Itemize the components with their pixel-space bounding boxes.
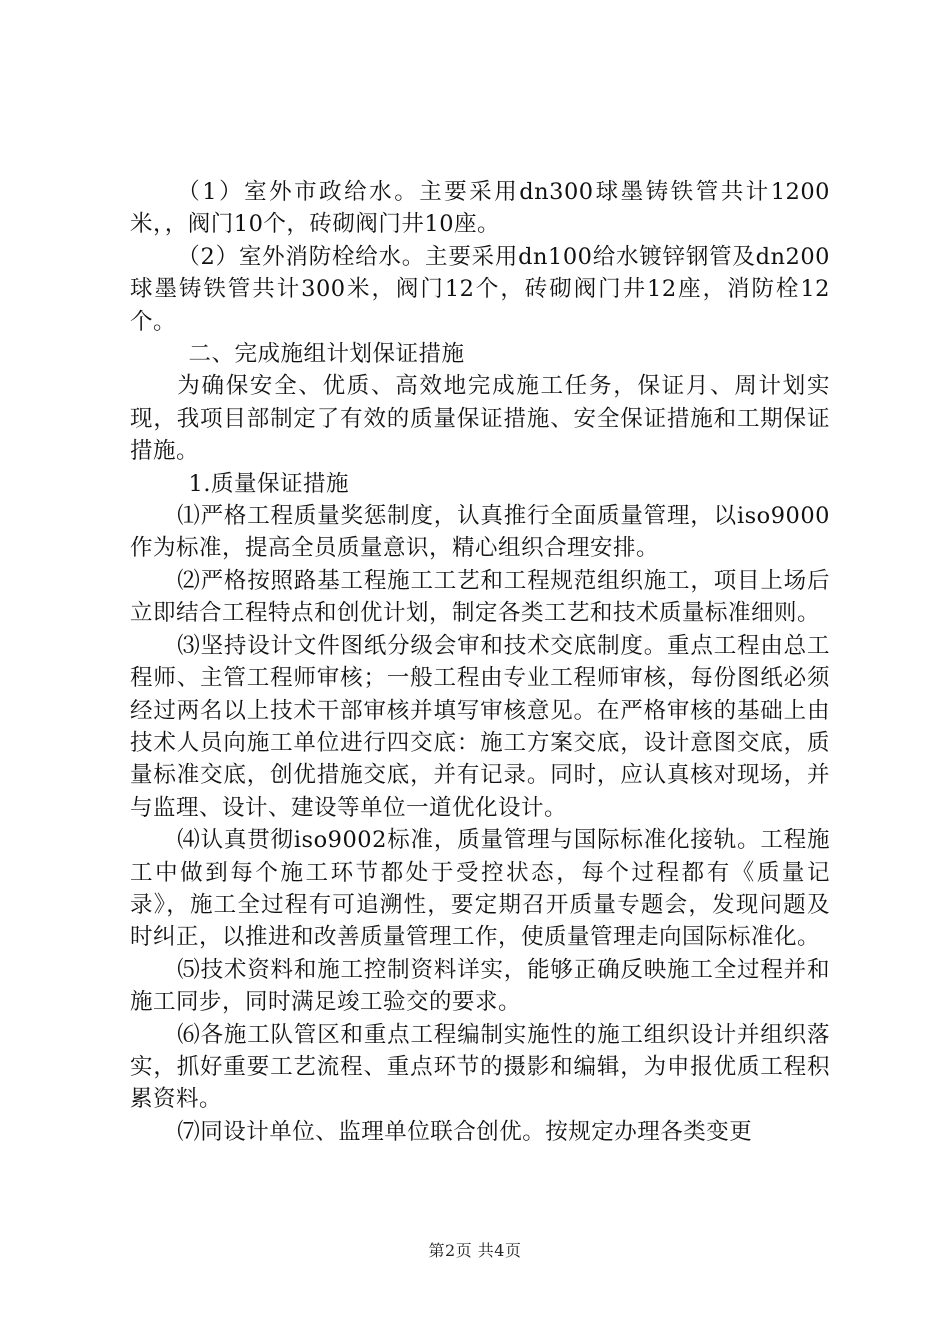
page-number-footer: 第2页 共4页	[428, 1241, 522, 1260]
paragraph-fire-hydrant-water: （2）室外消防栓给水。主要采用dn100给水镀锌钢管及dn200球墨铸铁管共计300米，阀门12个，砖砌阀门井12座，消防栓12个。	[130, 243, 830, 335]
subsection-heading: 1.质量保证措施	[188, 470, 349, 497]
paragraph-item-6: ⑹各施工队管区和重点工程编制实施性的施工组织设计并组织落实，抓好重要工艺流程、重点环节的摄影和编辑，为申报优质工程积累资料。	[130, 1021, 830, 1113]
document-body	[130, 176, 830, 1148]
paragraph-item-1: ⑴严格工程质量奖惩制度，认真推行全面质量管理，以iso9000作为标准，提高全员质量意识，精心组织合理安排。	[130, 503, 830, 562]
paragraph-item-2: ⑵严格按照路基工程施工工艺和工程规范组织施工，项目上场后立即结合工程特点和创优计划，制定各类工艺和技术质量标准细则。	[130, 567, 830, 627]
paragraph-item-5: ⑸技术资料和施工控制资料详实，能够正确反映施工全过程并和施工同步，同时满足竣工验交的要求。	[130, 956, 830, 1016]
paragraph-item-3: ⑶坚持设计文件图纸分级会审和技术交底制度。重点工程由总工程师、主管工程师审核；一般工程由专业工程师审核，每份图纸必须经过两名以上技术干部审核并填写审核意见。在严格审核的基础上由技术人员向施工单位进行四交底：施工方案交底，设计意图交底，质量标准交底，创优措施交底，并有记录。同时，应认真核对现场，并与监理、设计、建设等单位一道优化设计。	[130, 632, 830, 821]
paragraph-item-4: ⑷认真贯彻iso9002标准，质量管理与国际标准化接轨。工程施工中做到每个施工环节都处于受控状态，每个过程都有《质量记录》，施工全过程有可追溯性，要定期召开质量专题会，发现问题及时纠正，以推进和改善质量管理工作，使质量管理走向国际标准化。	[130, 827, 830, 951]
paragraph-municipal-water: （1）室外市政给水。主要采用dn300球墨铸铁管共计1200米，，阀门10个，砖砌阀门井10座。	[130, 179, 830, 238]
paragraph-item-7: ⑺同设计单位、监理单位联合创优。按规定办理各类变更	[177, 1118, 753, 1145]
section-heading: 二、完成施组计划保证措施	[188, 341, 465, 368]
paragraph-intro: 为确保安全、优质、高效地完成施工任务，保证月、周计划实现，我项目部制定了有效的质量保证措施、安全保证措施和工期保证措施。	[130, 373, 830, 465]
